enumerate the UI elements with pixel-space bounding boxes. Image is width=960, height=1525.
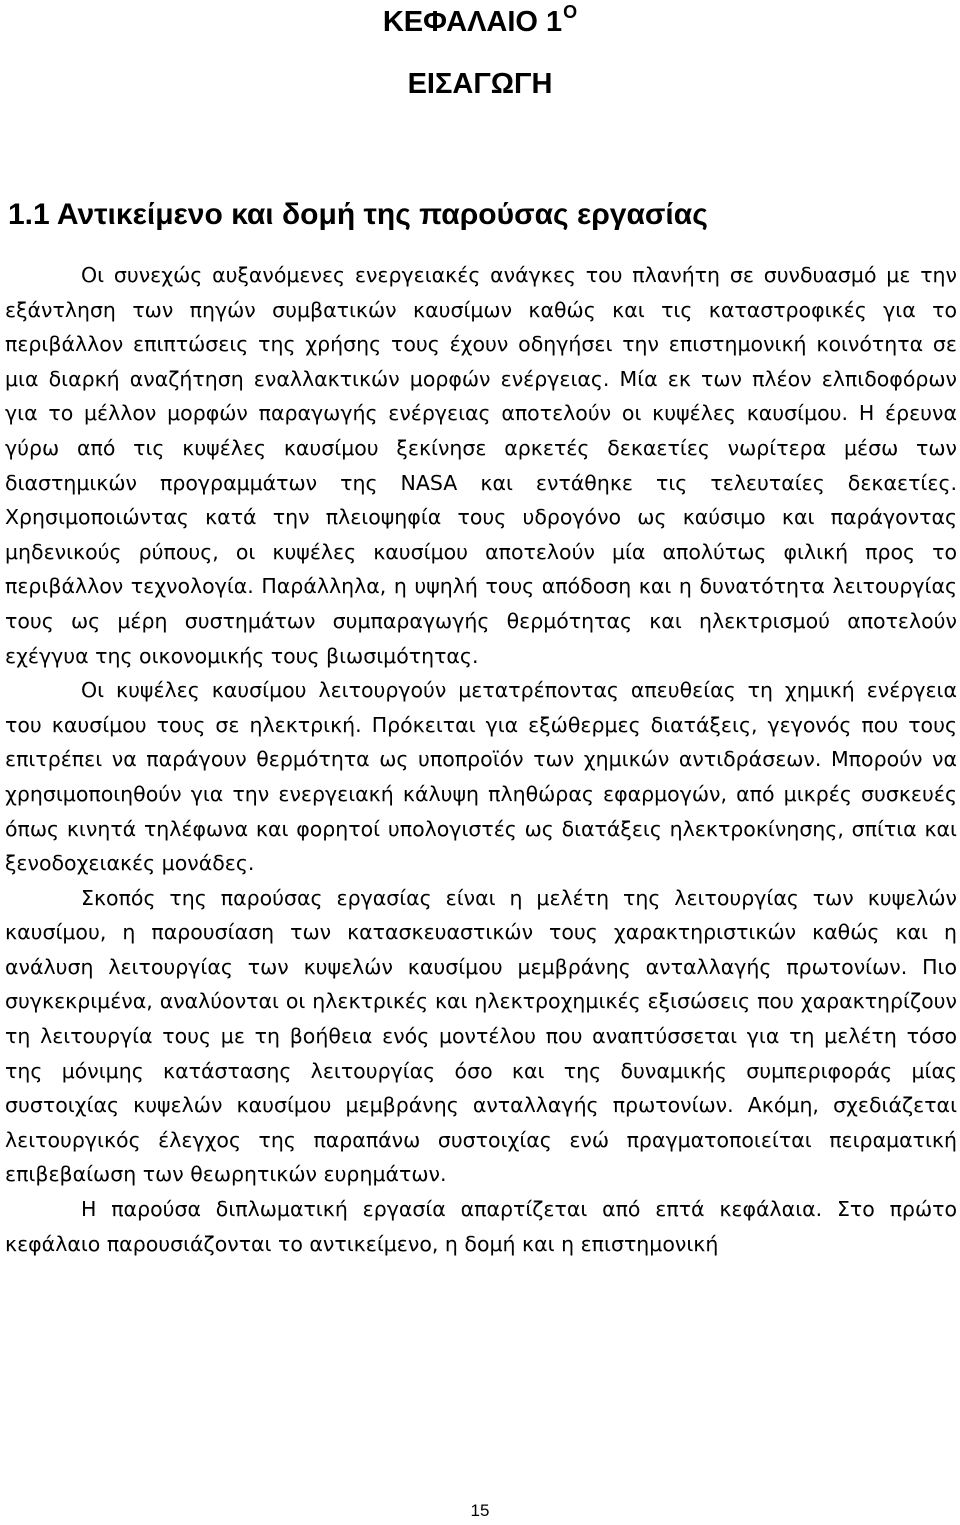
paragraph: Οι κυψέλες καυσίμου λειτουργούν μετατρέποντας απευθείας τη χημική ενέργεια του καυσίμου τους σε ηλεκτρική. Πρόκειται για εξώθερμες διατάξεις, γεγονός που τους επιτρέπει να παράγουν θερμότητα ως υποπροϊόν των χημικών αντιδράσεων. Μπορούν να χρησιμοποιηθούν για την ενεργειακή κάλυψη πληθώρας εφαρμογών, από μικρές συσκευές όπως κινητά τηλέφωνα και φορητοί υπολογιστές ως διατάξεις ηλεκτροκίνησης, σπίτια και ξενοδοχειακές μονάδες. [5,678,957,876]
page-number: 15 [470,1501,490,1520]
paragraph: Η παρούσα διπλωματική εργασία απαρτίζεται από επτά κεφάλαια. Στο πρώτο κεφάλαιο παρουσιάζονται το αντικείμενο, η δομή και η επιστημονική [5,1197,957,1256]
intro-heading: ΕΙΣΑΓΩΓΗ [407,68,553,100]
paragraph: Σκοπός της παρούσας εργασίας είναι η μελέτη της λειτουργίας των κυψελών καυσίμου, η παρουσίαση των κατασκευαστικών τους χαρακτηριστικών καθώς και η ανάλυση λειτουργίας των κυψελών καυσίμου μεμβράνης ανταλλαγής πρωτονίων. Πιο συγκεκριμένα, αναλύονται οι ηλεκτρικές και ηλεκτροχημικές εξισώσεις που χαρακτηρίζουν τη λειτουργία τους με τη βοήθεια ενός μοντέλου που αναπτύσσεται για τη μελέτη τόσο της μόνιμης κατάστασης λειτουργίας όσο και της δυναμικής συμπεριφοράς μίας συστοιχίας κυψελών καυσίμου μεμβράνης ανταλλαγής πρωτονίων. Ακόμη, σχεδιάζεται λειτουργικός έλεγχος της παραπάνω συστοιχίας ενώ πραγματοποιείται πειραματική επιβεβαίωση των θεωρητικών ευρημάτων. [5,885,957,1187]
chapter-title [0,2,960,45]
paragraph: Οι συνεχώς αυξανόμενες ενεργειακές ανάγκες του πλανήτη σε συνδυασμό με την εξάντληση των πηγών συμβατικών καυσίμων καθώς και τις καταστροφικές για το περιβάλλον επιπτώσεις της χρήσης τους έχουν οδηγήσει την επιστημονική κοινότητα σε μια διαρκή αναζήτηση εναλλακτικών μορφών ενέργειας. Μία εκ των πλέον ελπιδοφόρων για το μέλλον μορφών παραγωγής ενέργειας αποτελούν οι κυψέλες καυσίμου. Η έρευνα γύρω από τις κυψέλες καυσίμου ξεκίνησε αρκετές δεκαετίες νωρίτερα μέσω των διαστημικών προγραμμάτων της NASA και εντάθηκε τις τελευταίες δεκαετίες. Χρησιμοποιώντας κατά την πλειοψηφία τους υδρογόνο ως καύσιμο και παράγοντας μηδενικούς ρύπους, οι κυψέλες καυσίμου αποτελούν μία απολύτως φιλική προς το περιβάλλον τεχνολογία. Παράλληλα, η υψηλή τους απόδοση και η δυνατότητα λειτουργίας τους ως μέρη συστημάτων συμπαραγωγής θερμότητας και ηλεκτρισμού αποτελούν εχέγγυα της οικονομικής τους βιωσιμότητας. [5,263,957,668]
section-heading: 1.1 Αντικείμενο και δομή της παρούσας εργασίας [8,198,708,231]
chapter-number-superscript: Ο [563,2,578,22]
chapter-title-text: ΚΕΦΑΛΑΙΟ 1 [382,6,563,38]
body-text [5,258,957,1261]
